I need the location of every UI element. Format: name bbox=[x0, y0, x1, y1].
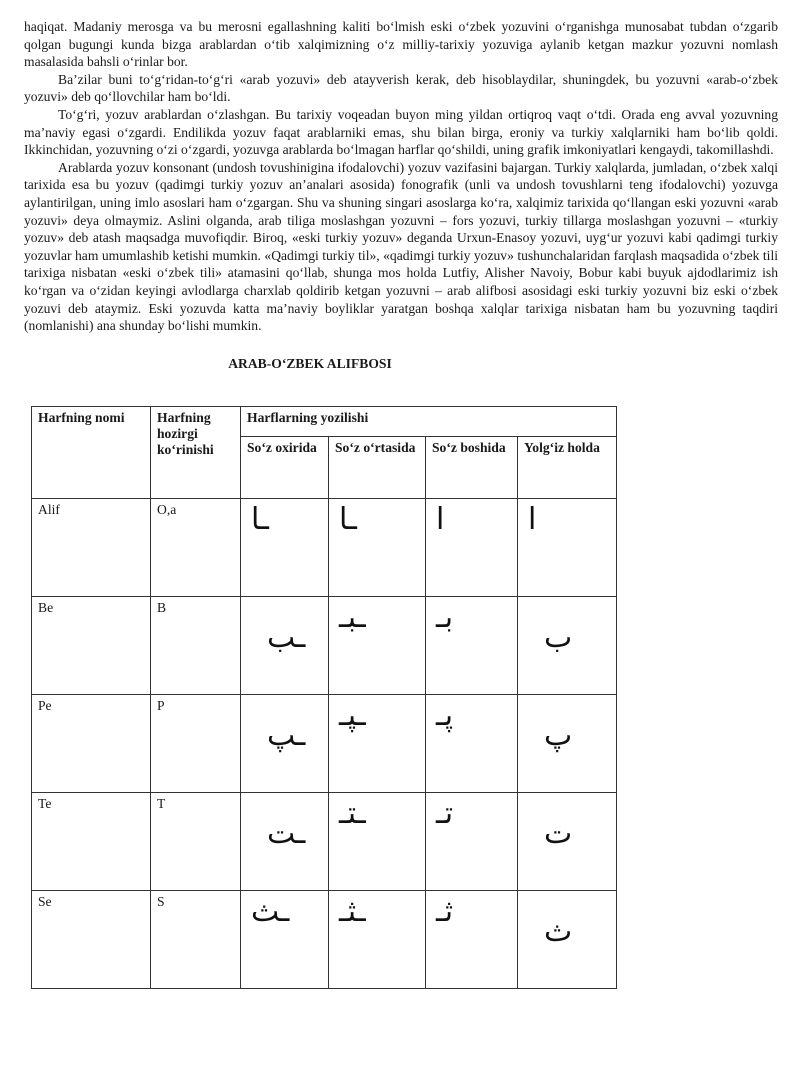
modern-letter: O,a bbox=[151, 499, 241, 597]
table-row bbox=[32, 793, 617, 891]
paragraph-1: haqiqat. Madaniy merosga va bu merosni egallashning kaliti bo‘lmish eski o‘zbek yozuvini o‘rganishga munosabat tubdan o‘zgarib qolgan bugungi kunda bizga arablardan o‘tib xalqimizning o‘z milliy-tarixiy yozuviga aylanib ketgan mazkur yozuvni nomlash masalasida bahsli o‘rinlar bor. bbox=[24, 19, 778, 70]
header-word-start: So‘z boshida bbox=[426, 437, 518, 499]
header-word-end: So‘z oxirida bbox=[241, 437, 329, 499]
glyph-middle: ـا bbox=[339, 502, 357, 537]
letter-name: Alif bbox=[32, 499, 151, 597]
glyph-middle: ـثـ bbox=[339, 894, 366, 929]
glyph-isolated: ب bbox=[544, 620, 573, 655]
paragraph-4: Arablarda yozuv konsonant (undosh tovushinigina ifodalovchi) yozuv vazifasini bajargan. Turkiy xalqlarda, jumladan, o‘zbek xalqi tarixida esa bu yozuv (qadimgi turkiy yozuv an’analari asosida) fonografik (unli va undosh tovushlarni teng ifodalovchi) yozuvga aylantirilgan, uning imlo asoslari ham o‘zgargan. Shu va shuning singari asoslarga ko‘ra, xalqimiz tarixida qo‘llangan eski yozuvni «arab yozuvi» deya olmaymiz. Aslini olganda, arab tiliga moslashgan yozuvni – fors yozuvi, turkiy tillarga moslashgan yozuvni – «turkiy yozuv» deb atash maqsadga muvofiqdir. Biroq, «eski turkiy yozuv» deganda Urxun-Enasoy yozuvi, uyg‘ur yozuvi kabi qadimgi turkiy yozuvlar ham umumlashib ketishi mumkin. «Qadimgi turkiy til», «qadimgi turkiy yozuv» tushunchalaridan farqlash maqsadida o‘zbek tili tarixiga nisbatan «eski o‘zbek tili» atamasini qo‘llab, shunga mos holda Lutfiy, Alisher Navoiy, Bobur kabi buyuk ajdodlarimiz ish ko‘rgan va o‘zidan keyingi avlodlarga charxlab qoldirib ketgan yozuvni – arab alifbosi asosidagi eski turkiy yozuvni biz eski o‘zbek yozuvi deb ataymiz. Eski yozuvda katta ma’naviy boyliklar yaratgan boshqa xalqlar tarixiga nisbatan ham bu yozuvning taqdiri (nomlanishi) ana shunday bo‘lishi mumkin. bbox=[24, 159, 778, 334]
glyph-isolated: ث bbox=[544, 914, 573, 949]
glyph-isolated: ا bbox=[528, 502, 537, 537]
paragraph-3: To‘g‘ri, yozuv arablardan o‘zlashgan. Bu tarixiy voqeadan buyon ming yildan ortiqroq vaqt o‘tdi. Orada eng avval yozuvning ma’naviy egasi o‘zgardi. Endilikda yozuv faqat arablarniki emas, shu bilan birga, eroniy va turkiy xalqlarniki ham bo‘lib qoldi. Ikkinchidan, yozuvning o‘zi o‘zgardi, yozuvga arablarda bo‘lmagan harflar qo‘shildi, uning grafik imkoniyatlari kengaydi, takomillashdi. bbox=[24, 106, 778, 158]
glyph-end: ـت bbox=[267, 816, 306, 851]
table-row bbox=[32, 695, 617, 793]
modern-letter: B bbox=[151, 597, 241, 695]
table-row bbox=[32, 499, 617, 597]
glyph-end: ـا bbox=[251, 502, 269, 537]
modern-letter: T bbox=[151, 793, 241, 891]
glyph-isolated: پ bbox=[544, 718, 573, 753]
glyph-middle: ـبـ bbox=[339, 600, 366, 635]
table-row bbox=[32, 597, 617, 695]
letter-name: Pe bbox=[32, 695, 151, 793]
glyph-middle: ـتـ bbox=[339, 796, 366, 831]
paragraph-2: Ba’zilar buni to‘g‘ridan-to‘g‘ri «arab yozuvi» deb atayverish kerak, deb hisoblaydilar, shuningdek, bu yozuvni «arab-o‘zbek yozuvi» deb qo‘llovchilar ham bo‘ldi. bbox=[24, 71, 778, 105]
glyph-end: ـث bbox=[251, 894, 290, 929]
letter-name: Se bbox=[32, 891, 151, 989]
glyph-start: ثـ bbox=[436, 894, 454, 929]
glyph-isolated: ت bbox=[544, 816, 573, 851]
glyph-start: ا bbox=[436, 502, 445, 537]
glyph-start: تـ bbox=[436, 796, 454, 831]
alphabet-table bbox=[31, 406, 617, 989]
glyph-end: ـب bbox=[267, 620, 306, 655]
header-writing-forms: Harflarning yozilishi bbox=[241, 407, 617, 437]
letter-name: Be bbox=[32, 597, 151, 695]
table-row bbox=[32, 891, 617, 989]
header-letter-name: Harfning nomi bbox=[32, 407, 151, 499]
modern-letter: S bbox=[151, 891, 241, 989]
glyph-middle: ـپـ bbox=[339, 698, 366, 733]
header-isolated: Yolg‘iz holda bbox=[518, 437, 617, 499]
glyph-start: پـ bbox=[436, 698, 454, 733]
glyph-start: بـ bbox=[436, 600, 454, 635]
header-modern-form: Harfning hozirgi ko‘rinishi bbox=[151, 407, 241, 499]
modern-letter: P bbox=[151, 695, 241, 793]
glyph-end: ـپ bbox=[267, 718, 306, 753]
letter-name: Te bbox=[32, 793, 151, 891]
table-title: ARAB-O‘ZBEK ALIFBOSI bbox=[228, 356, 392, 371]
header-word-middle: So‘z o‘rtasida bbox=[329, 437, 426, 499]
document-page bbox=[24, 18, 778, 335]
